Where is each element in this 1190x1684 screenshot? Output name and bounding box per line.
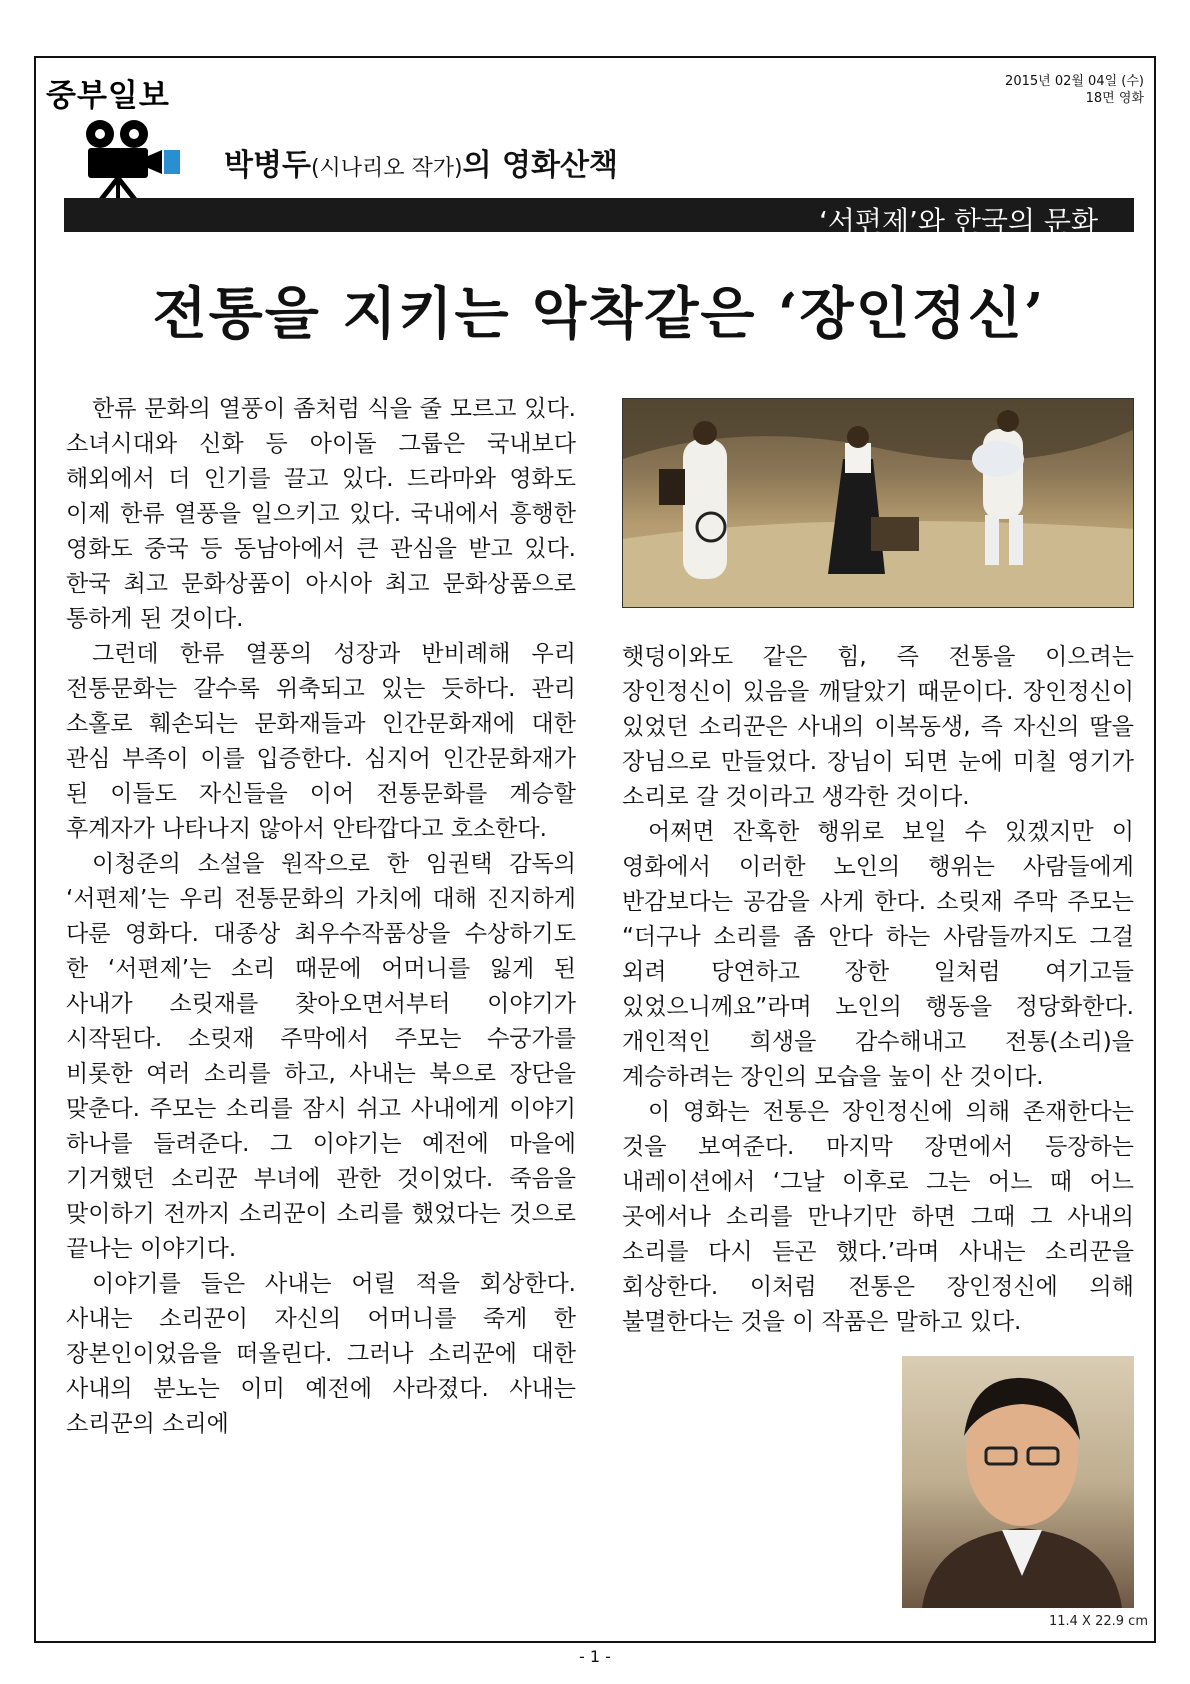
column-author: 박병두 xyxy=(224,148,311,183)
dateline xyxy=(1005,73,1144,107)
newspaper-masthead: 중부일보 xyxy=(46,78,170,114)
page-number: - 1 - xyxy=(579,1647,611,1666)
column-title xyxy=(224,140,618,184)
column-subtitle-bar xyxy=(64,198,1134,238)
article-headline: 전통을 지키는 악착같은 ‘장인정신’ xyxy=(152,281,1046,347)
film-still-illustration xyxy=(623,399,1134,608)
article-paragraph: 햇덩이와도 같은 힘, 즉 전통을 이으려는 장인정신이 있음을 깨달았기 때문이다. 장인정신이 있었던 소리꾼은 사내의 이복동생, 즉 자신의 딸을 장님으로 만들었다. 장님이 되면 눈에 미칠 영기가 소리로 갈 것이라고 생각한 것이다. xyxy=(622,644,1134,810)
film-still-photo xyxy=(622,398,1134,608)
column-banner xyxy=(64,112,1134,238)
article-paragraph: 이청준의 소설을 원작으로 한 임권택 감독의 ‘서편제’는 우리 전통문화의 가치에 대해 진지하게 다룬 영화다. 대종상 최우수작품상을 수상하기도 한 ‘서편제’는 소리 때문에 어머니를 잃게 된 사내가 소릿재를 찾아오면서부터 이야기가 시작된다. 소릿재 주막에서 주모는 수궁가를 비롯한 여러 소리를 하고, 사내는 북으로 장단을 맞춘다. 주모는 소리를 잠시 쉬고 사내에게 이야기 하나를 들려준다. 그 이야기는 예전에 마을에 기거했던 소리꾼 부녀에 관한 것이었다. 죽음을 맞이하기 전까지 소리꾼이 소리를 했었다는 것으로 끝나는 이야기다. xyxy=(66,851,576,1262)
column-name: 의 영화산책 xyxy=(462,148,618,183)
article-paragraph: 이야기를 들은 사내는 어릴 적을 회상한다. 사내는 소리꾼이 자신의 어머니를 죽게 한 장본인이었음을 떠올린다. 그러나 소리꾼에 대한 사내의 분노는 이미 예전에 사라졌다. 사내는 소리꾼의 소리에 xyxy=(66,1271,576,1437)
article-left-column xyxy=(66,392,576,1442)
clipping-size-note: 11.4 X 22.9 cm xyxy=(1048,1614,1148,1629)
column-subtitle: ‘서편제’와 한국의 문화 xyxy=(818,205,1098,238)
article-paragraph: 이 영화는 전통은 장인정신에 의해 존재한다는 것을 보여준다. 마지막 장면에서 등장하는 내레이션에서 ‘그날 이후로 그는 어느 때 어느 곳에서나 소리를 만나기만 하면 그때 그 사내의 소리를 다시 듣곤 했다.’라며 사내는 소리꾼을 회상한다. 이처럼 전통은 장인정신에 의해 불멸한다는 것을 이 작품은 말하고 있다. xyxy=(622,1099,1134,1335)
film-camera-icon xyxy=(76,118,196,208)
page-section: 18면 영화 xyxy=(1085,91,1144,106)
publish-date: 2015년 02월 04일 (수) xyxy=(1005,74,1144,89)
article-paragraph: 그런데 한류 열풍의 성장과 반비례해 우리 전통문화는 갈수록 위축되고 있는 듯하다. 관리 소홀로 훼손되는 문화재들과 인간문화재에 대한 관심 부족이 이를 입증한다. 심지어 인간문화재가 된 이들도 자신들을 이어 전통문화를 계승할 후계자가 나타나지 않아서 안타깝다고 호소한다. xyxy=(66,641,576,842)
article-paragraph: 어쩌면 잔혹한 행위로 보일 수 있겠지만 이 영화에서 이러한 노인의 행위는 사람들에게 반감보다는 공감을 사게 한다. 소릿재 주막 주모는 “더구나 소리를 좀 안다 하는 사람들까지도 그걸 외려 당연하고 장한 일처럼 여기고들 있었으니께요”라며 노인의 행동을 정당화한다. 개인적인 희생을 감수해내고 전통(소리)을 계승하려는 장인의 모습을 높이 산 것이다. xyxy=(622,819,1134,1090)
author-portrait xyxy=(902,1356,1134,1608)
article-right-column xyxy=(622,640,1134,1340)
column-author-role: (시나리오 작가) xyxy=(310,156,463,181)
author-portrait-illustration xyxy=(902,1356,1134,1608)
article-paragraph: 한류 문화의 열풍이 좀처럼 식을 줄 모르고 있다. 소녀시대와 신화 등 아이돌 그룹은 국내보다 해외에서 더 인기를 끌고 있다. 드라마와 영화도 이제 한류 열풍을 일으키고 있다. 국내에서 흥행한 영화도 중국 등 동남아에서 큰 관심을 받고 있다. 한국 최고 문화상품이 아시아 최고 문화상품으로 통하게 된 것이다. xyxy=(66,396,576,632)
